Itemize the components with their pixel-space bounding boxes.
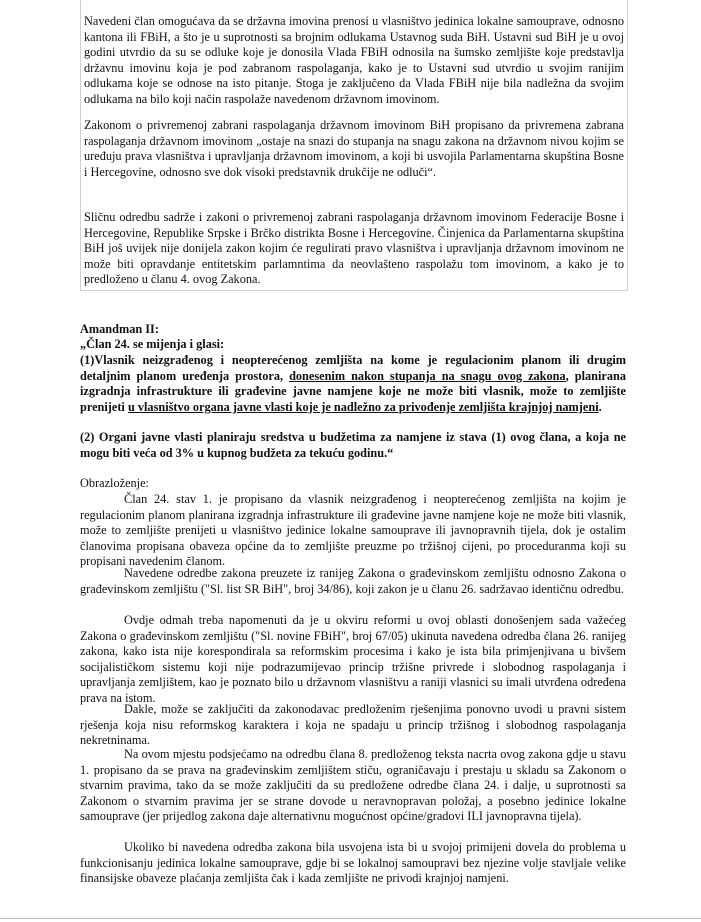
box-paragraph-3: Sličnu odredbu sadrže i zakoni o privremenoj zabrani raspolaganja državnom imovinom Federacije Bosne i Hercegovine, Republike Srpske i Brčko distrikta Bosne i Hercegovine. Činjenica da Parlamentarna skupština BiH još uvijek nije donijela zakon kojim će regulirati pravo vlasništva i upravljanja državnom imovinom ne može biti opravdanje entitetskim parlamntima da neovlašteno raspolažu tom imovinom, a kako je to predloženo u članu 4. ovog Zakona. (84, 210, 624, 286)
page-bottom-divider (0, 918, 701, 919)
explanation-paragraph-4: Dakle, može se zaključiti da zakonodavac predloženim rješenjima ponovno uvodi u pravni sistem rješenja koja nisu reformskog karaktera i koja ne spadaju u princip tržišnog i slobodnog raspolaganja nekretninama. (80, 702, 626, 747)
explanation-paragraph-5: Na ovom mjestu podsjećamo na odredbu člana 8. predloženog teksta nacrta ovog zakona gdje u stavu 1. propisano da se prava na građevinskim zemljištem stiču, ograničavaju i prestaju u skladu sa Zakonom o stvarnim pravima, tako da se može zaključiti da su predložene odredbe člana 24. i dalje, u suprotnosti sa Zakonom o stvarnim pravima jer se strane dovode u neravnopravan položaj, a posebno jedinice lokalne samouprave (jer prijedlog zakona daje alternativnu mogućnost općine/gradovi ILI javnopravna tijela). (80, 747, 626, 823)
explanation-paragraph-6: Ukoliko bi navedena odredba zakona bila usvojena ista bi u svojoj primijeni dovela do problema u funkcionisanju jedinica lokalne samouprave, gdje bi se lokalnoj samoupravi bez njezine volje stavljale velike finansijske obaveze plaćanja zemljišta čak i kada zemljište ne privodi krajnjoj namjeni. (80, 840, 626, 885)
explanation-paragraph-3: Ovdje odmah treba napomenuti da je u okviru reformi u ovoj oblasti donošenjem sada važećeg Zakona o građevinskom zemljištu ("Sl. novine FBiH", broj 67/05) ukinuta navedena odredba člana 26. ranijeg zakona, kako ista nije korespondirala sa reformskim procesima i kako je ista bila primjenjivana u bivšem socijalističkom sistemu koji nije podrazumijevao princip tržišne privrede i slobodnog raspolaganja i upravljanja zemljištem, kao je poznato bilo u državnom vlasništvu a raniji vlasnici su imali utvrđena određena prava na istom. (80, 613, 626, 705)
explanation-paragraph-2: Navedene odredbe zakona preuzete iz ranijeg Zakona o građevinskom zemljištu odnosno Zakona o građevinskom zemljištu ("Sl. list SR BiH", broj 34/86), koji zakon je u članu 26. sadržavao identičnu odredbu. (80, 566, 626, 596)
explanation-label: Obrazloženje: (80, 476, 149, 490)
amendment-title: Amandman II: (80, 322, 159, 336)
amendment-paragraph-2: (2) Organi javne vlasti planiraju sredstva u budžetima za namjene iz stava (1) ovog člana, a koja ne mogu biti veća od 3% u kupnog budžeta za tekuću godinu.“ (80, 430, 626, 460)
explanation-paragraph-1: Član 24. stav 1. je propisano da vlasnik neizgrađenog i neopterećenog zemljišta na kojim je regulacionim planom planirana izgradnja infrastrukture ili građevine javne namjene koje ne može biti vlasnik, može to zemljište prenijeti u vlasništvo jedinice lokalne samouprave ili javnopravnih tijela, dok je ostalim članovima propisana obaveza općine da to zemljište preuzme po tržišnoj cijeni, po proceduranma koji su propisani navedenim članom. (80, 492, 626, 568)
box-paragraph-1: Navedeni član omogućava da se državna imovina prenosi u vlasništvo jedinica lokalne samouprave, odnosno kantona ili FBiH, a što je u suprotnosti sa brojnim odlukama Ustavnog suda BiH. Ustavni sud BiH je u ovoj godini utvrdio da su se odluke koje je donosila Vlada FBiH odnosila na šumsko zemljište koje predstavlja državnu imovinu koja je pod zabranom raspolaganja, kako je to Ustavni sud utvrdio u svojim ranijim odlukama koje se odnose na isto pitanje. Stoga je zaključeno da Vlada FBiH nije bila nadležna da svojim odlukama na bilo koji način raspolaže navedenom državnom imovinom. (84, 14, 624, 106)
box-paragraph-2: Zakonom o privremenoj zabrani raspolaganja državnom imovinom BiH propisano da privremena zabrana raspolaganja državnom imovinom „ostaje na snazi do stupanja na snagu zakona na državnom nivou kojim se uređuju prava vlasništva i upravljanja državnom imovinom, a koji bi usvojila Parlamentarna skupština Bosne i Hercegovine, odnosno sve dok visoki predstavnik drukčije ne odluči“. (84, 118, 624, 179)
amendment-paragraph-1: (1)Vlasnik neizgrađenog i neopterećenog zemljišta na kome je regulacionim planom ili drugim detaljnim planom uređenja prostora, donesenim nakon stupanja na snagu ovog zakona, planirana izgradnja infrastrukture ili građevine javne namjene koje ne može biti vlasnik, može to zemljište prenijeti u vlasništvo organa javne vlasti koje je nadležno za privođenje zemljišta krajnjoj namjeni. (80, 353, 627, 414)
amendment-intro: „Član 24. se mijenja i glasi: (80, 337, 225, 351)
